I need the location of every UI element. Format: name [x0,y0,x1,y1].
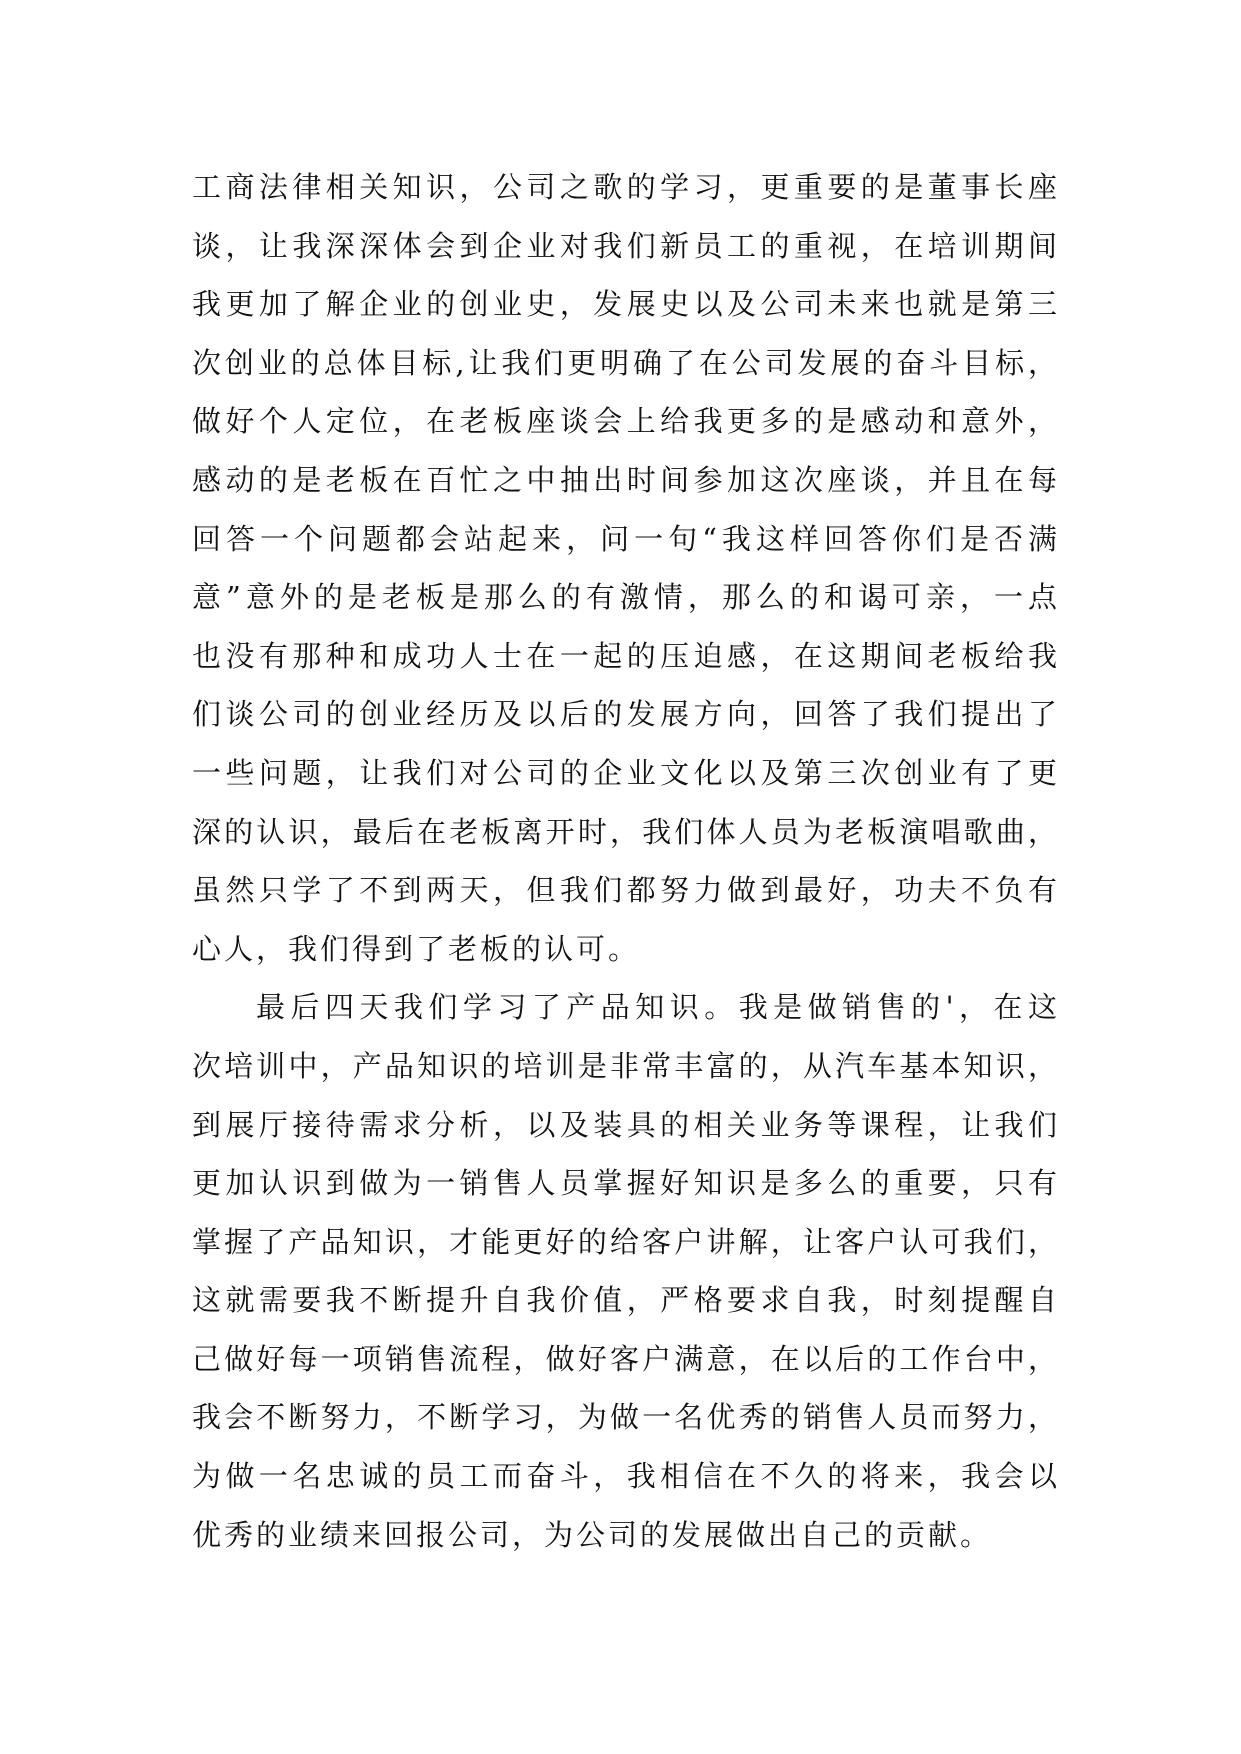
text-line: 意”意外的是老板是那么的有激情，那么的和谒可亲，一点 [192,580,1060,615]
text-line: 回答一个问题都会站起来，问一句“我这样回答你们是否满 [192,521,1060,556]
paragraph [192,158,1060,978]
text-line: 做好个人定位，在老板座谈会上给我更多的是感动和意外， [192,404,1060,439]
text-line: 心人，我们得到了老板的认可。 [192,931,641,966]
text-line: 一些问题，让我们对公司的企业文化以及第三次创业有了更 [192,755,1060,790]
text-line: 次创业的总体目标,让我们更明确了在公司发展的奋斗目标， [192,345,1060,380]
text-line: 次培训中，产品知识的培训是非常丰富的，从汽车基本知识， [192,1048,1060,1083]
text-line: 们谈公司的创业经历及以后的发展方向，回答了我们提出了 [192,697,1060,732]
text-line: 深的认识，最后在老板离开时，我们体人员为老板演唱歌曲， [192,814,1060,849]
text-line: 为做一名忠诚的员工而奋斗，我相信在不久的将来，我会以 [192,1459,1060,1494]
paragraph [192,978,1060,1564]
text-line: 也没有那种和成功人士在一起的压迫感，在这期间老板给我 [192,638,1060,673]
text-line: 工商法律相关知识，公司之歌的学习，更重要的是董事长座 [192,170,1060,204]
text-line: 我会不断努力，不断学习，为做一名优秀的销售人员而努力， [192,1400,1060,1435]
text-line: 最后四天我们学习了产品知识。我是做销售的'，在这 [256,990,1060,1025]
text-line: 掌握了产品知识，才能更好的给客户讲解，让客户认可我们， [192,1224,1060,1259]
document-body [192,158,1060,1564]
text-line: 感动的是老板在百忙之中抽出时间参加这次座谈，并且在每 [192,462,1060,497]
text-line: 到展厅接待需求分析，以及装具的相关业务等课程，让我们 [192,1107,1060,1142]
text-line: 优秀的业绩来回报公司，为公司的发展做出自己的贡献。 [192,1517,993,1552]
text-line: 谈，让我深深体会到企业对我们新员工的重视，在培训期间 [192,228,1060,263]
text-line: 己做好每一项销售流程，做好客户满意，在以后的工作台中， [192,1341,1060,1376]
text-line: 这就需要我不断提升自我价值，严格要求自我，时刻提醒自 [192,1283,1060,1318]
text-line: 更加认识到做为一销售人员掌握好知识是多么的重要，只有 [192,1166,1060,1201]
text-line: 我更加了解企业的创业史，发展史以及公司未来也就是第三 [192,287,1060,322]
text-line: 虽然只学了不到两天，但我们都努力做到最好，功夫不负有 [192,873,1060,908]
